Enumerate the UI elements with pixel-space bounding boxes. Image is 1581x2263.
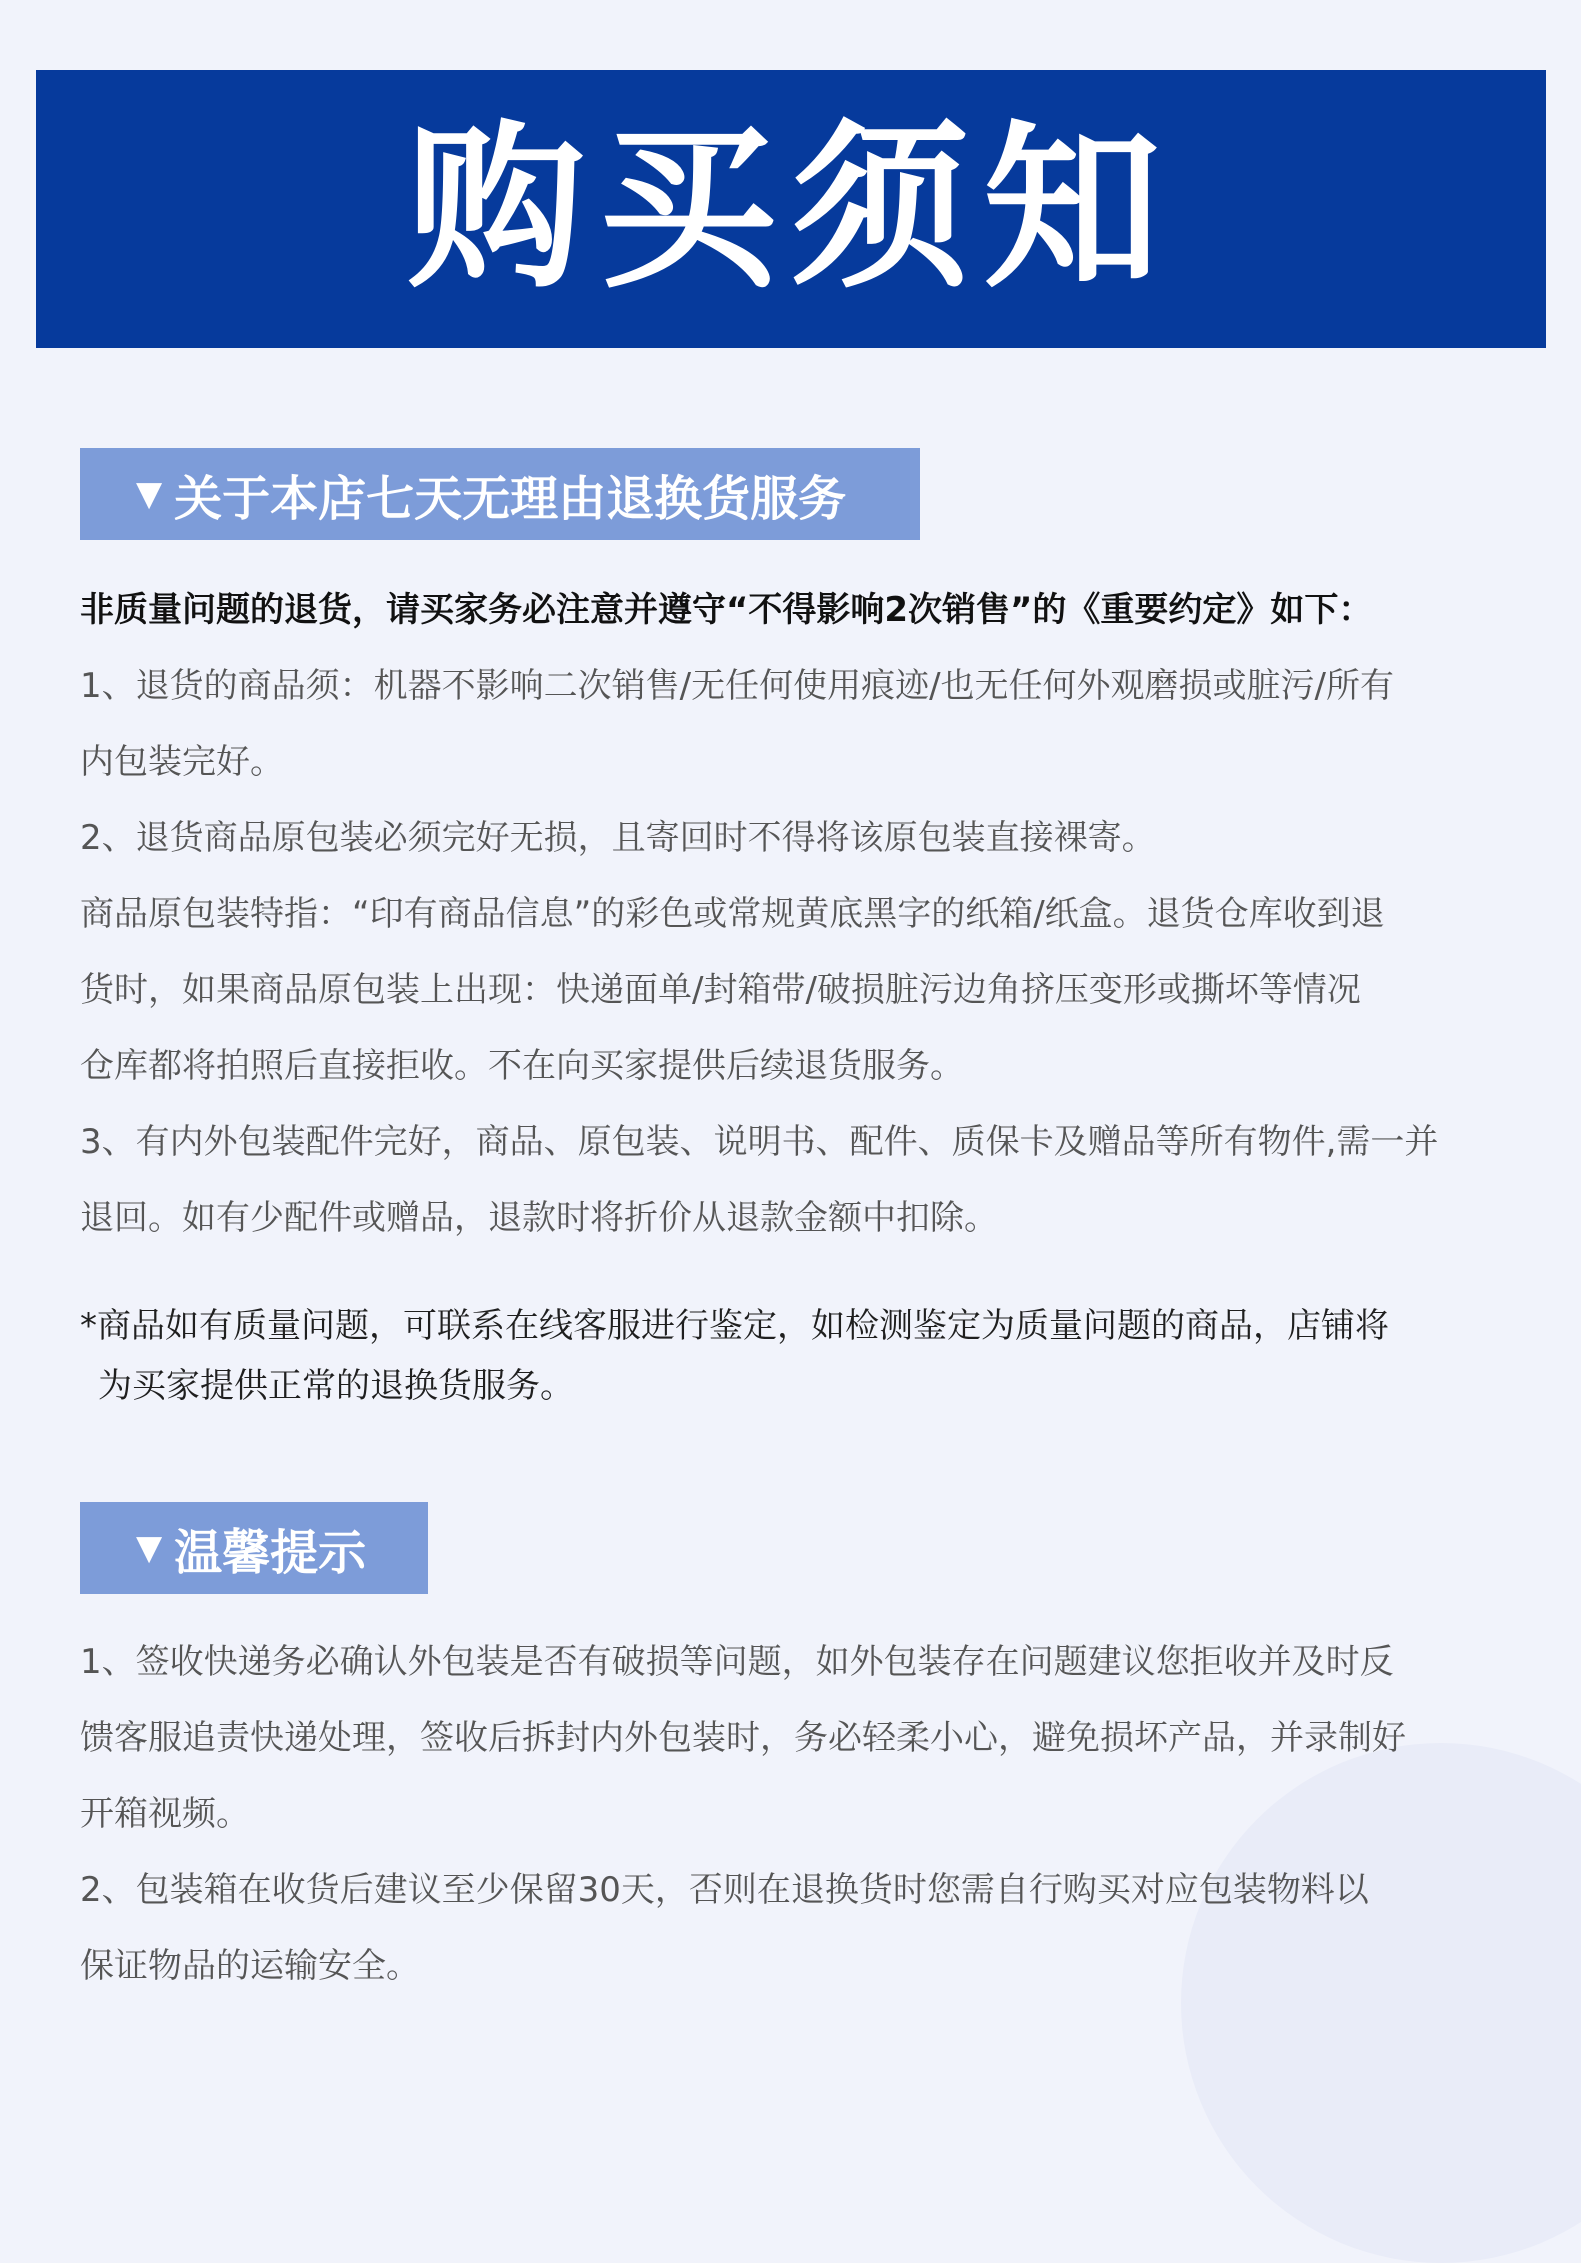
policy-line: 内包装完好。	[80, 742, 284, 782]
quality-note-line: *商品如有质量问题，可联系在线客服进行鉴定，如检测鉴定为质量问题的商品，店铺将	[80, 1306, 1389, 1346]
return-policy-content	[80, 572, 1500, 1256]
policy-line: 货时，如果商品原包装上出现：快递面单/封箱带/破损脏污边角挤压变形或撕坏等情况	[80, 970, 1361, 1010]
tip-line: 开箱视频。	[80, 1794, 250, 1834]
tip-line: 保证物品的运输安全。	[80, 1946, 420, 1986]
section-header-return-policy	[80, 448, 920, 540]
tip-line: 1、签收快递务必确认外包装是否有破损等问题，如外包装存在问题建议您拒收并及时反	[80, 1642, 1394, 1682]
tips-content	[80, 1624, 1500, 2004]
policy-line: 退回。如有少配件或赠品，退款时将折价从退款金额中扣除。	[80, 1198, 998, 1238]
title-banner	[36, 70, 1546, 348]
policy-line: 仓库都将拍照后直接拒收。不在向买家提供后续退货服务。	[80, 1046, 964, 1086]
section-header-label: 关于本店七天无理由退换货服务	[174, 470, 847, 527]
page-title: 购买须知	[407, 105, 1175, 312]
quality-note	[80, 1296, 1500, 1416]
quality-note-line: 为买家提供正常的退换货服务。	[98, 1366, 574, 1406]
policy-line: 3、有内外包装配件完好，商品、原包装、说明书、配件、质保卡及赠品等所有物件,需一并	[80, 1122, 1439, 1162]
tip-line: 馈客服追责快递处理，签收后拆封内外包装时，务必轻柔小心，避免损坏产品，并录制好	[80, 1718, 1406, 1758]
section-header-label: 温馨提示	[174, 1524, 367, 1581]
section-header-tips	[80, 1502, 428, 1594]
triangle-down-icon: ▼	[136, 1528, 163, 1568]
policy-line: 商品原包装特指：“印有商品信息”的彩色或常规黄底黑字的纸箱/纸盒。退货仓库收到退	[80, 894, 1385, 934]
policy-line: 2、退货商品原包装必须完好无损，且寄回时不得将该原包装直接裸寄。	[80, 818, 1156, 858]
return-policy-intro: 非质量问题的退货，请买家务必注意并遵守“不得影响2次销售”的《重要约定》如下：	[80, 590, 1373, 630]
policy-line: 1、退货的商品须：机器不影响二次销售/无任何使用痕迹/也无任何外观磨损或脏污/所有	[80, 666, 1394, 706]
tip-line: 2、包装箱在收货后建议至少保留30天，否则在退换货时您需自行购买对应包装物料以	[80, 1870, 1369, 1910]
triangle-down-icon: ▼	[136, 474, 163, 514]
